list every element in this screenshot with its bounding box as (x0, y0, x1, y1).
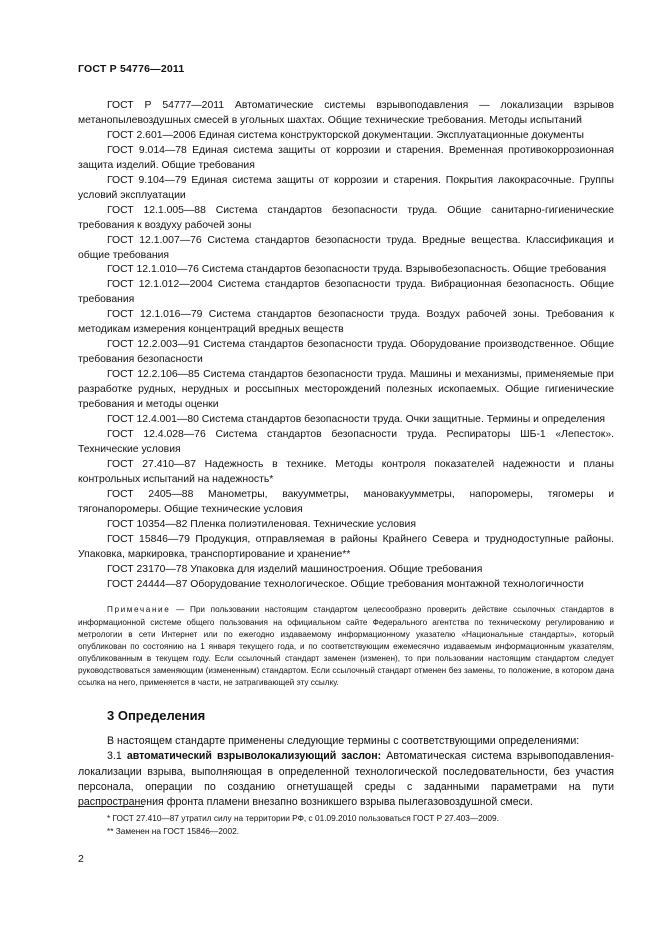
reference-item: ГОСТ 12.2.106—85 Система стандартов безопасности труда. Машины и механизмы, применяемые при разработке рудных, нерудных и россыпных месторождений полезных ископаемых. Общие гигиенические требования и методы оценки (78, 369, 614, 411)
reference-item: ГОСТ 10354—82 Пленка полиэтиленовая. Технические условия (107, 518, 416, 530)
footnote-divider (78, 806, 144, 807)
note-label: Примечание (107, 605, 171, 615)
reference-item: ГОСТ 12.2.003—91 Система стандартов безопасности труда. Оборудование производственное. Общие требования безопасности (78, 339, 614, 366)
reference-item: ГОСТ 12.4.028—76 Система стандартов безопасности труда. Респираторы ШБ-1 «Лепесток». Технические условия (78, 428, 614, 455)
reference-item: ГОСТ 12.4.001—80 Система стандартов безопасности труда. Очки защитные. Термины и определения (107, 414, 606, 426)
reference-item: ГОСТ 2.601—2006 Единая система конструкторской документации. Эксплуатационные документы (107, 129, 585, 141)
reference-item: ГОСТ 15846—79 Продукция, отправляемая в районы Крайнего Севера и труднодоступные районы. Упаковка, маркировка, транспортирование и хранение** (78, 533, 614, 560)
reference-item: ГОСТ 9.104—79 Единая система защиты от коррозии и старения. Покрытия лакокрасочные. Группы условий эксплуатации (78, 174, 614, 201)
page-content (78, 99, 614, 811)
reference-item: ГОСТ 27.410—87 Надежность в технике. Методы контроля показателей надежности и планы контрольных испытаний на надежность* (78, 458, 614, 485)
reference-item: ГОСТ 23170—78 Упаковка для изделий машиностроения. Общие требования (107, 563, 483, 575)
normative-references-list (78, 99, 614, 592)
reference-item: ГОСТ 12.1.007—76 Система стандартов безопасности труда. Вредные вещества. Классификация и общие требования (78, 234, 614, 261)
reference-item: ГОСТ 12.1.005—88 Система стандартов безопасности труда. Общие санитарно-гигиенические требования к воздуху рабочей зоны (78, 204, 614, 231)
footnote-item: ** Заменен на ГОСТ 15846—2002. (107, 825, 239, 836)
reference-item: ГОСТ 2405—88 Манометры, вакуумметры, мановакуумметры, напоромеры, тягомеры и тягонапоромеры. Общие технические условия (78, 488, 614, 515)
references-note (78, 604, 614, 689)
reference-item: ГОСТ 24444—87 Оборудование технологическое. Общие требования монтажной технологичности (107, 578, 584, 590)
standard-code-header: ГОСТ Р 54776—2011 (78, 63, 185, 75)
footnote-item: * ГОСТ 27.410—87 утратил силу на территории РФ, с 01.09.2010 пользоваться ГОСТ Р 27.403—2009. (107, 813, 499, 823)
definition-text: Автоматическая система взрывоподавления-локализации взрыва, выполняющая в определенной технологической последовательности, без участия персонала, операции по созданию огнетушащей среды с заданными параметрами на пути распространения фронта пламени внезапно возникшего взрыва пылегазовоздушной смеси. (78, 750, 614, 809)
reference-item: ГОСТ 12.1.010—76 Система стандартов безопасности труда. Взрывобезопасность. Общие требования (107, 264, 607, 276)
section-title: 3 Определения (107, 708, 206, 724)
reference-item: ГОСТ 12.1.016—79 Система стандартов безопасности труда. Воздух рабочей зоны. Требования к методикам измерения концентраций вредных веществ (78, 309, 614, 336)
reference-item: ГОСТ 12.1.012—2004 Система стандартов безопасности труда. Вибрационная безопасность. Общие требования (78, 279, 614, 306)
reference-item: ГОСТ 9.014—78 Единая система защиты от коррозии и старения. Временная противокоррозионная защита изделий. Общие требования (78, 144, 614, 171)
definition-number: 3.1 (107, 750, 122, 763)
page-number: 2 (78, 853, 84, 865)
definition-item (78, 749, 614, 810)
definitions-intro: В настоящем стандарте применены следующие термины с соответствующими определениями: (107, 735, 580, 748)
definition-term: автоматический взрыволокализующий заслон: (126, 750, 382, 763)
reference-item: ГОСТ Р 54777—2011 Автоматические системы взрывоподавления — локализации взрывов метанопылевоздушных смесей в угольных шахтах. Общие технические требования. Методы испытаний (78, 100, 614, 126)
footnotes (78, 812, 614, 837)
note-text: — При пользовании настоящим стандартом целесообразно проверить действие ссылочных стандартов в информационной системе общего пользования на официальном сайте Федерального агентства по техническому регулированию и метрологии в сети Интернет или по ежегодно издаваемому информационному указателю «Национальные стандарты», который опубликован по состоянию на 1 января текущего года, и по соответствующим ежемесячно издаваемым информационным указателям, опубликованным в текущем году. Если ссылочный стандарт заменен (изменен), то при пользовании настоящим стандартом следует руководствоваться заменяющим (измененным) стандартом. Если ссылочный стандарт отменен без замены, то положение, в котором дана ссылка на него, применяется в части, не затрагивающей эту ссылку. (78, 605, 614, 688)
